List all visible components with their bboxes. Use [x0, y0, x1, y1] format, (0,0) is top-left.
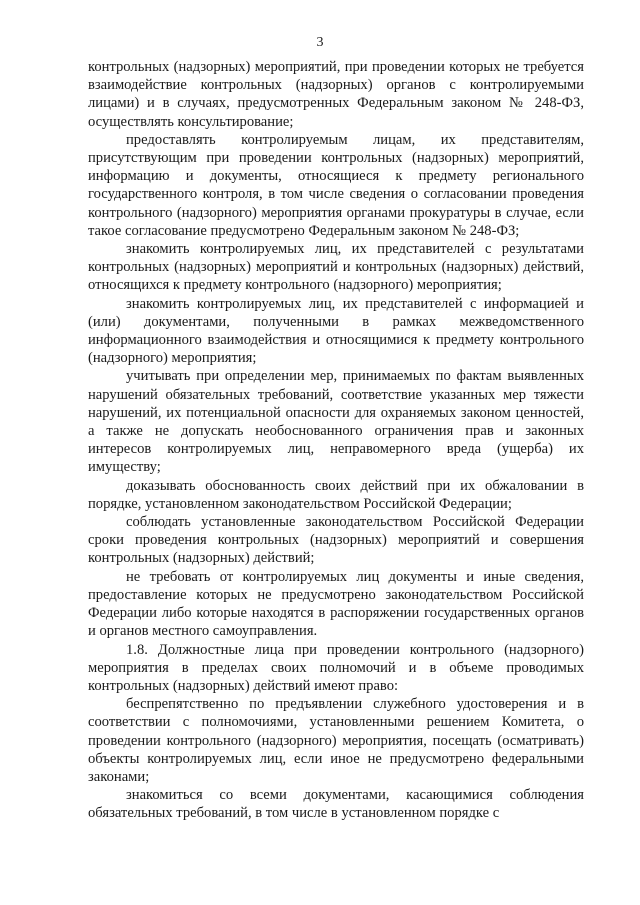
paragraph: беспрепятственно по предъявлении служебного удостоверения и в соответствии с полномочиями, установленными решением Комитета, о проведении контрольного (надзорного) мероприятия, посещать (осматривать) объекты контролируемых лиц, если иное не предусмотрено федеральными законами; [88, 696, 584, 785]
paragraph: учитывать при определении мер, принимаемых по фактам выявленных нарушений обязательных требований, соответствие указанных мер тяжести нарушений, их потенциальной опасности для охраняемых законом ценностей, а также не допускать необоснованного ограничения прав и законных интересов контролируемых лиц, неправомерного вреда (ущерба) их имуществу; [88, 368, 584, 476]
paragraph: знакомить контролируемых лиц, их представителей с информацией и (или) документами, полученными в рамках межведомственного информационного взаимодействия и относящимися к предмету контрольного (надзорного) мероприятия; [88, 295, 584, 367]
paragraph: знакомить контролируемых лиц, их представителей с результатами контрольных (надзорных) мероприятий и контрольных (надзорных) действий, относящихся к предмету контрольного (надзорного) мероприятия; [88, 241, 584, 294]
paragraph: соблюдать установленные законодательством Российской Федерации сроки проведения контрольных (надзорных) мероприятий и совершения контрольных (надзорных) действий; [88, 514, 584, 567]
paragraph: знакомиться со всеми документами, касающимися соблюдения обязательных требований, в том числе в установленном порядке с [88, 787, 584, 822]
page-number: 3 [316, 35, 324, 50]
body-text [88, 58, 584, 823]
paragraph: 1.8. Должностные лица при проведении контрольного (надзорного) мероприятия в пределах своих полномочий и в объеме проводимых контрольных (надзорных) действий имеют право: [88, 641, 584, 694]
paragraph: контрольных (надзорных) мероприятий, при проведении которых не требуется взаимодействие контрольных (надзорных) органов с контролируемыми лицами) и в случаях, предусмотренных Федеральным законом № 248-ФЗ, осуществлять консультирование; [88, 59, 584, 130]
paragraph: не требовать от контролируемых лиц документы и иные сведения, предоставление которых не предусмотрено законодательством Российской Федерации либо которые находятся в распоряжении государственных органов и органов местного самоуправления. [88, 568, 584, 640]
paragraph: предоставлять контролируемым лицам, их представителям, присутствующим при проведении контрольных (надзорных) мероприятий, информацию и документы, относящиеся к предмету регионального государственного контроля, в том числе сведения о согласовании проведения контрольного (надзорного) мероприятия органами прокуратуры в случае, если такое согласование предусмотрено Федеральным законом № 248-ФЗ; [88, 131, 584, 239]
paragraph: доказывать обоснованность своих действий при их обжаловании в порядке, установленном законодательством Российской Федерации; [88, 477, 584, 512]
